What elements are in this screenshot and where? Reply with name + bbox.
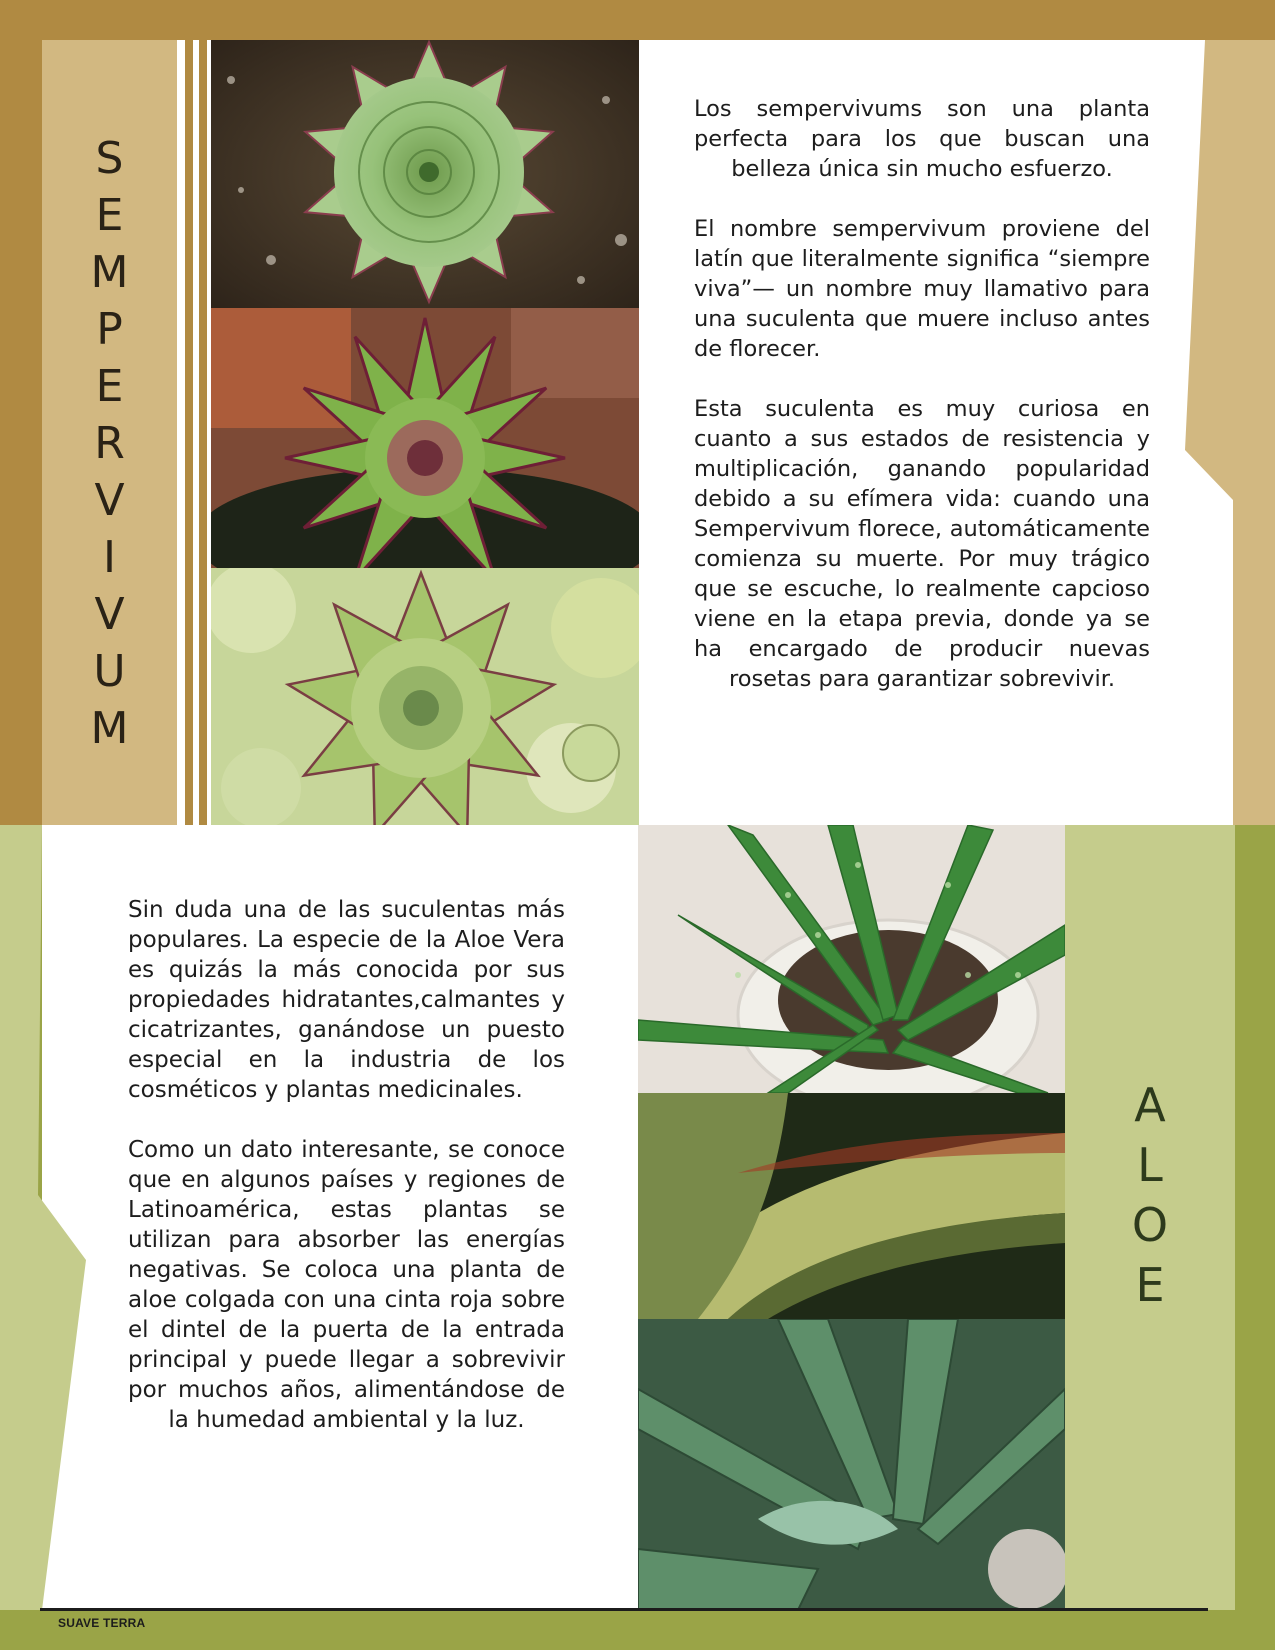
title-letter: E [1135, 1258, 1165, 1312]
title-letter: S [95, 133, 124, 184]
sempervivum-text [694, 94, 1150, 694]
left-chevron-decoration [0, 825, 90, 1610]
sempervivum-paragraph: El nombre sempervivum proviene del latín que literalmente significa “siempre viva”— un nombre muy llamativo para una suculenta que muere incluso antes de florecer. [694, 216, 1150, 362]
sempervivum-red-tipped-photo [211, 308, 639, 568]
title-letter: A [1134, 1078, 1166, 1132]
title-letter: I [103, 532, 116, 583]
sempervivum-cluster-photo [211, 568, 639, 825]
footer-divider [40, 1608, 1208, 1611]
gold-divider-line [199, 40, 207, 825]
sempervivum-paragraph: Los sempervivums son una planta perfecta para los que buscan una belleza única sin mucho esfuerzo. [694, 96, 1150, 182]
top-left-gold-strip [0, 40, 42, 825]
title-letter: U [93, 646, 126, 697]
title-letter: E [95, 190, 124, 241]
title-letter: R [94, 418, 125, 469]
aloe-leaves-closeup-photo [638, 1319, 1065, 1610]
aloe-paragraph: Sin duda una de las suculentas más populares. La especie de la Aloe Vera es quizás la más conocida por sus propiedades hidratantes,calmantes y cicatrizantes, ganándose un puesto especial en la industria de los cosméticos y plantas medicinales. [128, 897, 565, 1103]
aloe-vertical-title [1065, 1075, 1235, 1315]
right-chevron-decoration [1185, 40, 1275, 825]
title-letter: M [90, 247, 129, 298]
title-letter: E [95, 361, 124, 412]
gold-divider-line [185, 40, 193, 825]
sempervivum-paragraph: Esta suculenta es muy curiosa en cuanto a sus estados de resistencia y multiplicación, ganando popularidad debido a su efímera vida: cuando una Sempervivum florece, automáticamente comienza su muerte. Por muy trágico que se escuche, lo realmente capcioso viene en la etapa previa, donde ya se ha encargado de producir nuevas rosetas para garantizar sobrevivir. [694, 396, 1150, 692]
title-letter: V [94, 475, 125, 526]
title-letter: L [1137, 1138, 1163, 1192]
aloe-text [128, 895, 565, 1435]
aloe-serrated-leaf-photo [638, 1093, 1065, 1319]
sempervivum-vertical-title [42, 130, 177, 757]
title-letter: M [90, 703, 129, 754]
title-letter: V [94, 589, 125, 640]
title-letter: O [1131, 1198, 1169, 1252]
title-letter: P [96, 304, 123, 355]
footer-brand: SUAVE TERRA [58, 1616, 146, 1630]
aloe-spotted-pot-photo [638, 825, 1065, 1093]
aloe-paragraph: Como un dato interesante, se conoce que en algunos países y regiones de Latinoamérica, estas plantas se utilizan para absorber las energías negativas. Se coloca una planta de aloe colgada con una cinta roja sobre el dintel de la puerta de la entrada principal y puede llegar a sobrevivir por muchos años, alimentándose de la humedad ambiental y la luz. [128, 1137, 565, 1433]
sempervivum-rosette-photo [211, 40, 639, 308]
